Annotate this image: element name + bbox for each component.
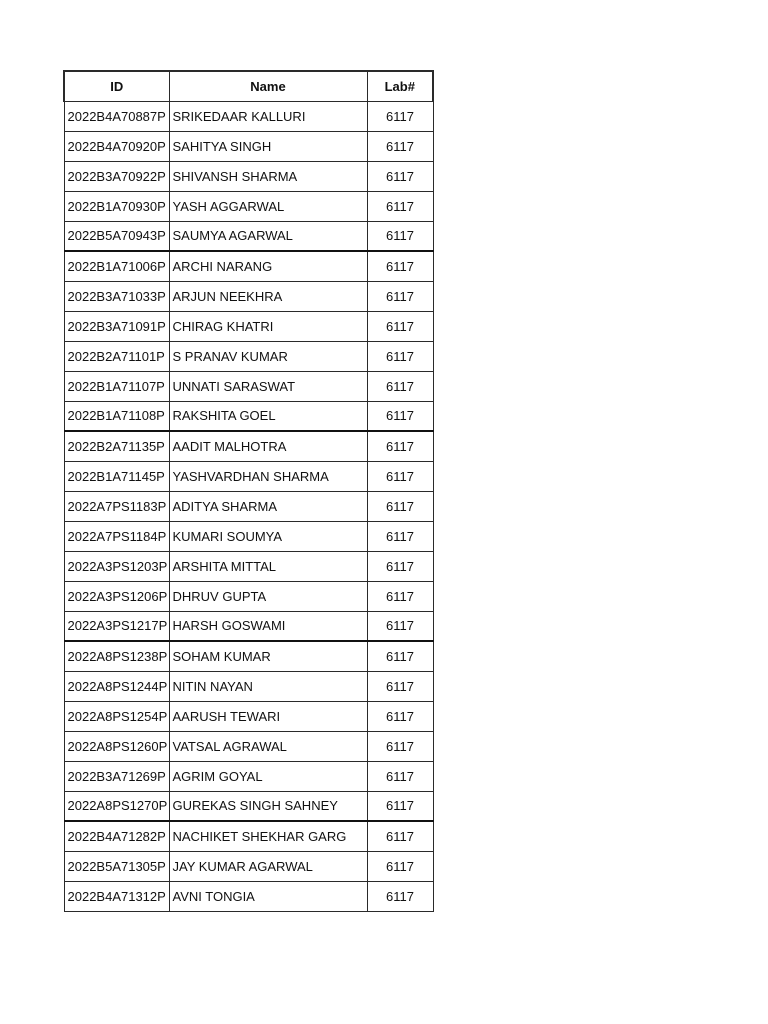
table-row <box>64 821 433 851</box>
lab-number-cell: 6117 <box>367 821 433 851</box>
student-name-cell: AADIT MALHOTRA <box>169 431 367 461</box>
student-id-cell: 2022A3PS1203P <box>64 551 169 581</box>
student-id-cell: 2022B4A71282P <box>64 821 169 851</box>
table-row <box>64 431 433 461</box>
lab-number-cell: 6117 <box>367 191 433 221</box>
student-id-cell: 2022B3A71033P <box>64 281 169 311</box>
table-row <box>64 851 433 881</box>
student-id-cell: 2022A8PS1238P <box>64 641 169 671</box>
header-row <box>64 71 433 101</box>
lab-number-cell: 6117 <box>367 731 433 761</box>
student-id-cell: 2022A8PS1244P <box>64 671 169 701</box>
student-name-cell: SAUMYA AGARWAL <box>169 221 367 251</box>
table-row <box>64 281 433 311</box>
lab-number-cell: 6117 <box>367 671 433 701</box>
lab-number-cell: 6117 <box>367 221 433 251</box>
name-column-header: Name <box>169 71 367 101</box>
student-id-cell: 2022B1A71145P <box>64 461 169 491</box>
lab-number-cell: 6117 <box>367 791 433 821</box>
table-row <box>64 371 433 401</box>
table-row <box>64 461 433 491</box>
student-id-cell: 2022B3A70922P <box>64 161 169 191</box>
table-row <box>64 221 433 251</box>
student-id-cell: 2022B1A71108P <box>64 401 169 431</box>
student-name-cell: JAY KUMAR AGARWAL <box>169 851 367 881</box>
student-name-cell: GUREKAS SINGH SAHNEY <box>169 791 367 821</box>
lab-number-cell: 6117 <box>367 251 433 281</box>
table-row <box>64 581 433 611</box>
lab-number-cell: 6117 <box>367 311 433 341</box>
student-name-cell: ADITYA SHARMA <box>169 491 367 521</box>
table-row <box>64 491 433 521</box>
table-row <box>64 311 433 341</box>
table-row <box>64 101 433 131</box>
lab-column-header: Lab# <box>367 71 433 101</box>
table-row <box>64 761 433 791</box>
student-name-cell: AARUSH TEWARI <box>169 701 367 731</box>
student-id-cell: 2022A8PS1270P <box>64 791 169 821</box>
lab-number-cell: 6117 <box>367 701 433 731</box>
student-name-cell: SOHAM KUMAR <box>169 641 367 671</box>
lab-number-cell: 6117 <box>367 431 433 461</box>
table-row <box>64 401 433 431</box>
table-row <box>64 791 433 821</box>
student-id-cell: 2022A8PS1254P <box>64 701 169 731</box>
lab-number-cell: 6117 <box>367 641 433 671</box>
student-name-cell: YASHVARDHAN SHARMA <box>169 461 367 491</box>
student-id-cell: 2022A3PS1217P <box>64 611 169 641</box>
student-name-cell: KUMARI SOUMYA <box>169 521 367 551</box>
lab-number-cell: 6117 <box>367 101 433 131</box>
table-row <box>64 701 433 731</box>
student-id-cell: 2022A7PS1184P <box>64 521 169 551</box>
student-name-cell: ARJUN NEEKHRA <box>169 281 367 311</box>
table-row <box>64 611 433 641</box>
student-id-cell: 2022B4A71312P <box>64 881 169 911</box>
student-id-cell: 2022B1A70930P <box>64 191 169 221</box>
student-name-cell: S PRANAV KUMAR <box>169 341 367 371</box>
student-id-cell: 2022B5A71305P <box>64 851 169 881</box>
lab-number-cell: 6117 <box>367 851 433 881</box>
lab-number-cell: 6117 <box>367 401 433 431</box>
student-id-cell: 2022B2A71135P <box>64 431 169 461</box>
student-id-cell: 2022B2A71101P <box>64 341 169 371</box>
lab-number-cell: 6117 <box>367 761 433 791</box>
student-id-cell: 2022B3A71091P <box>64 311 169 341</box>
student-name-cell: SRIKEDAAR KALLURI <box>169 101 367 131</box>
student-id-cell: 2022B4A70920P <box>64 131 169 161</box>
student-name-cell: RAKSHITA GOEL <box>169 401 367 431</box>
table-row <box>64 251 433 281</box>
lab-number-cell: 6117 <box>367 611 433 641</box>
student-name-cell: ARCHI NARANG <box>169 251 367 281</box>
lab-number-cell: 6117 <box>367 581 433 611</box>
lab-number-cell: 6117 <box>367 881 433 911</box>
student-id-cell: 2022B1A71006P <box>64 251 169 281</box>
lab-number-cell: 6117 <box>367 341 433 371</box>
student-id-cell: 2022A7PS1183P <box>64 491 169 521</box>
student-id-cell: 2022B1A71107P <box>64 371 169 401</box>
student-name-cell: NACHIKET SHEKHAR GARG <box>169 821 367 851</box>
lab-number-cell: 6117 <box>367 131 433 161</box>
student-name-cell: CHIRAG KHATRI <box>169 311 367 341</box>
table-row <box>64 341 433 371</box>
student-name-cell: AGRIM GOYAL <box>169 761 367 791</box>
student-id-cell: 2022B4A70887P <box>64 101 169 131</box>
student-name-cell: ARSHITA MITTAL <box>169 551 367 581</box>
student-id-cell: 2022A8PS1260P <box>64 731 169 761</box>
lab-number-cell: 6117 <box>367 161 433 191</box>
lab-number-cell: 6117 <box>367 461 433 491</box>
student-name-cell: SHIVANSH SHARMA <box>169 161 367 191</box>
id-column-header: ID <box>64 71 169 101</box>
table-row <box>64 881 433 911</box>
lab-number-cell: 6117 <box>367 491 433 521</box>
lab-assignment-table <box>63 70 434 912</box>
table-row <box>64 731 433 761</box>
lab-number-cell: 6117 <box>367 281 433 311</box>
table-row <box>64 131 433 161</box>
table-row <box>64 551 433 581</box>
table-row <box>64 641 433 671</box>
student-name-cell: UNNATI SARASWAT <box>169 371 367 401</box>
student-name-cell: VATSAL AGRAWAL <box>169 731 367 761</box>
lab-number-cell: 6117 <box>367 551 433 581</box>
table-row <box>64 191 433 221</box>
student-name-cell: DHRUV GUPTA <box>169 581 367 611</box>
table-row <box>64 161 433 191</box>
student-name-cell: SAHITYA SINGH <box>169 131 367 161</box>
student-id-cell: 2022B3A71269P <box>64 761 169 791</box>
lab-number-cell: 6117 <box>367 521 433 551</box>
student-name-cell: AVNI TONGIA <box>169 881 367 911</box>
table-row <box>64 521 433 551</box>
lab-number-cell: 6117 <box>367 371 433 401</box>
student-name-cell: HARSH GOSWAMI <box>169 611 367 641</box>
student-id-cell: 2022B5A70943P <box>64 221 169 251</box>
table-row <box>64 671 433 701</box>
student-name-cell: YASH AGGARWAL <box>169 191 367 221</box>
student-name-cell: NITIN NAYAN <box>169 671 367 701</box>
student-id-cell: 2022A3PS1206P <box>64 581 169 611</box>
